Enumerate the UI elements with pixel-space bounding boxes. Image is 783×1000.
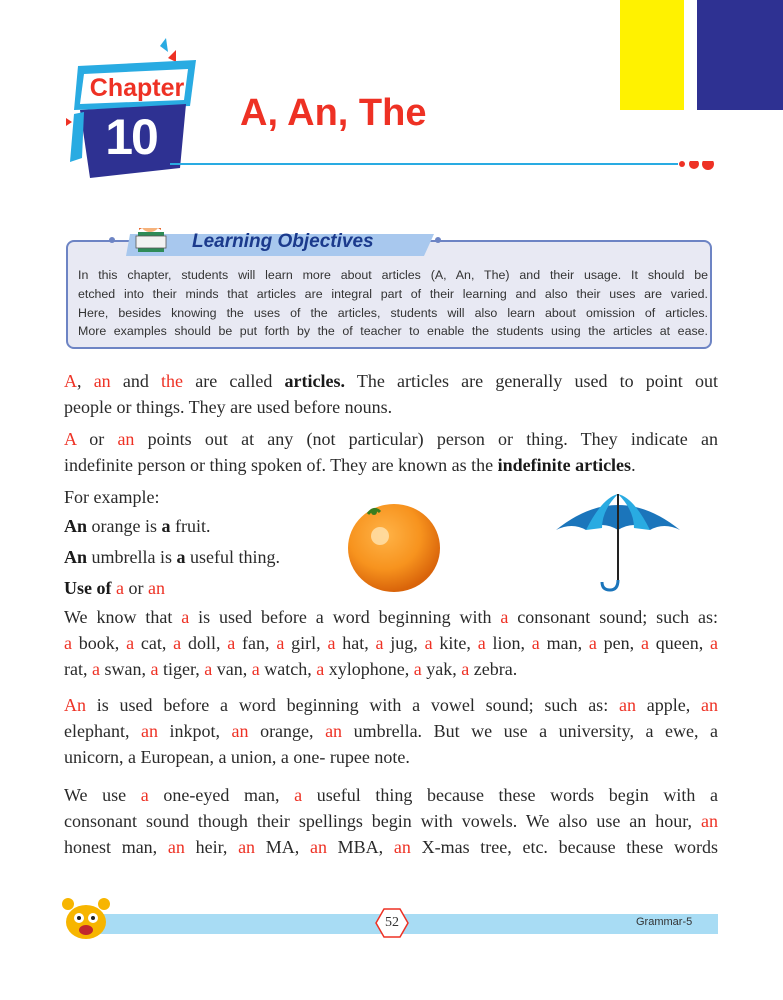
article-a: a bbox=[316, 659, 325, 679]
article-a: a bbox=[477, 633, 486, 653]
example-word: zebra. bbox=[469, 659, 518, 679]
example-word: lion, bbox=[485, 633, 532, 653]
article-a: a bbox=[204, 659, 213, 679]
example-word: girl, bbox=[284, 633, 328, 653]
lo-line: etched into their minds that articles are integral part of their learning and also their uses are varied. bbox=[78, 286, 708, 301]
article-a: a bbox=[710, 633, 718, 653]
learning-objectives-text bbox=[78, 266, 708, 341]
article-a: a bbox=[424, 633, 433, 653]
learning-objectives-title: Learning Objectives bbox=[192, 231, 374, 252]
article-a: a bbox=[531, 633, 540, 653]
article-a: a bbox=[461, 659, 470, 679]
article-a: a bbox=[64, 633, 72, 653]
article-a: a bbox=[251, 659, 260, 679]
title-underline bbox=[170, 161, 720, 175]
article-a: a bbox=[126, 633, 135, 653]
example-word: kite, bbox=[432, 633, 478, 653]
article-a: a bbox=[91, 659, 100, 679]
example-word: van, bbox=[212, 659, 252, 679]
example-word: book, bbox=[72, 633, 127, 653]
example-word: swan, bbox=[99, 659, 151, 679]
paragraph-use-of-an: An is used before a word beginning with a vowel sound; such as: an apple, an elephant, an inkpot, an orange, an umbrella. But we use a university, a ewe, a unicorn, a European, a union, a one- rupee note. bbox=[64, 695, 718, 767]
example-word: jug, bbox=[383, 633, 425, 653]
article-a: a bbox=[276, 633, 285, 653]
lo-line: Here, besides knowing the uses of the articles, students will also learn about omission of articles. bbox=[78, 305, 708, 320]
chapter-number: 10 bbox=[105, 109, 157, 165]
example-umbrella: An umbrella is a useful thing. bbox=[64, 547, 280, 567]
example-word: cat, bbox=[134, 633, 174, 653]
article-a: a bbox=[327, 633, 336, 653]
example-word: pen, bbox=[596, 633, 641, 653]
article-a: a bbox=[150, 659, 159, 679]
chapter-title: A, An, The bbox=[240, 92, 427, 134]
lo-line: More examples should be put forth by the of teacher to enable the students using the articles at ease. bbox=[78, 324, 708, 339]
consonant-examples-line bbox=[64, 656, 718, 682]
example-word: yak, bbox=[421, 659, 462, 679]
book-label: Grammar-5 bbox=[636, 916, 693, 928]
example-word: man, bbox=[539, 633, 589, 653]
mascot-icon bbox=[60, 896, 112, 942]
umbrella-icon bbox=[552, 490, 684, 594]
example-word: xylophone, bbox=[324, 659, 414, 679]
chapter-label: Chapter bbox=[89, 74, 185, 102]
example-word: tiger, bbox=[158, 659, 205, 679]
example-word: rat, bbox=[64, 659, 92, 679]
example-word: queen, bbox=[648, 633, 710, 653]
decor-navy-block bbox=[697, 0, 783, 110]
page-number: 52 bbox=[385, 915, 399, 930]
article-a: a bbox=[413, 659, 422, 679]
paragraph-use-of-a: We know that a is used before a word beginning with a consonant sound; such as: a book, a cat, a doll, a fan, a girl, a hat, a jug, a kite, a lion, a man, a pen, a queen, a rat, a swan, a tiger, a van, a watch, a xylophone, a yak, a zebra. bbox=[64, 604, 718, 682]
orange-icon bbox=[344, 500, 444, 594]
article-a: a bbox=[640, 633, 649, 653]
lo-line: In this chapter, students will learn more about articles (A, An, The) and their usage. It should be bbox=[78, 268, 708, 282]
paragraph-articles-intro: A, an and the are called articles. The articles are generally used to point out people or things. They are used before nouns. bbox=[64, 371, 718, 417]
example-word: hat, bbox=[335, 633, 376, 653]
article-a: a bbox=[173, 633, 182, 653]
example-word: watch, bbox=[259, 659, 317, 679]
paragraph-exceptions: We use a one-eyed man, a useful thing because these words begin with a consonant sound though their spellings begin with vowels. We also use an hour, an honest man, an heir, an MA, an MBA, an X-mas tree, etc. because these words bbox=[64, 785, 719, 857]
example-intro: For example: bbox=[64, 487, 160, 507]
use-of-heading: Use of a or an bbox=[64, 578, 165, 598]
example-word: doll, bbox=[181, 633, 228, 653]
article-a: a bbox=[375, 633, 384, 653]
decor-yellow-block bbox=[620, 0, 684, 110]
example-word: fan, bbox=[235, 633, 277, 653]
example-orange: An orange is a fruit. bbox=[64, 516, 211, 536]
consonant-examples-line bbox=[64, 630, 718, 656]
article-a: a bbox=[588, 633, 597, 653]
article-a: a bbox=[227, 633, 236, 653]
paragraph-indefinite: A or an points out at any (not particular) person or thing. They indicate an indefinite person or thing spoken of. They are known as the indefinite articles. bbox=[64, 429, 718, 475]
